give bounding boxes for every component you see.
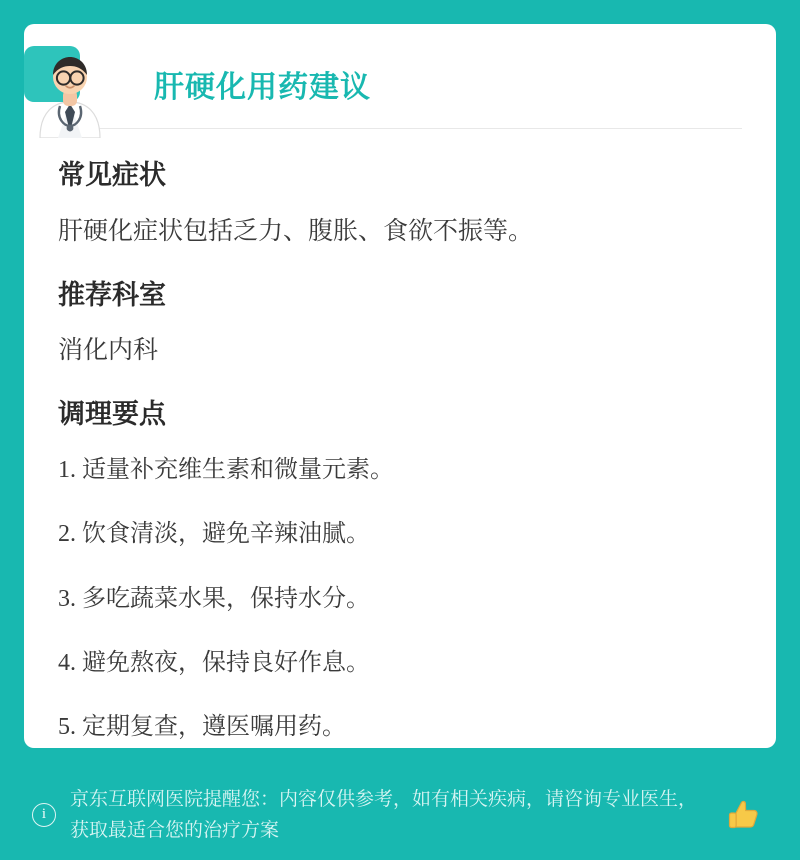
list-item-number: 1. <box>58 456 76 483</box>
list-item-label: 多吃蔬菜水果，保持水分。 <box>82 584 370 612</box>
list-item <box>58 647 742 679</box>
list-item-number: 3. <box>58 585 76 612</box>
list-item <box>58 583 742 615</box>
list-item-number: 5. <box>58 714 76 741</box>
list-item-number: 2. <box>58 521 76 548</box>
section-heading-care-tips: 调理要点 <box>58 399 166 429</box>
care-tips-list <box>58 454 742 744</box>
list-item <box>58 454 742 486</box>
page-title: 肝硬化用药建议 <box>154 71 371 104</box>
list-item-number: 4. <box>58 649 76 676</box>
section-text-department: 消化内科 <box>58 336 159 365</box>
list-item-label: 适量补充维生素和微量元素。 <box>82 455 394 483</box>
advice-card <box>24 24 776 748</box>
section-heading-department: 推荐科室 <box>58 279 166 310</box>
list-item-label: 定期复查，遵医嘱用药。 <box>82 713 346 741</box>
list-item-label: 饮食清淡，避免辛辣油腻。 <box>82 520 370 548</box>
doctor-avatar-icon <box>24 46 116 138</box>
title-divider <box>58 128 742 129</box>
section-heading-symptoms: 常见症状 <box>58 160 166 190</box>
section-text-symptoms: 肝硬化症状包括乏力、腹胀、食欲不振等。 <box>58 216 534 245</box>
thumbs-up-icon[interactable] <box>720 795 766 835</box>
list-item-label: 避免熬夜，保持良好作息。 <box>82 648 370 676</box>
list-item <box>58 711 742 743</box>
list-item <box>58 518 742 550</box>
disclaimer-text: 京东互联网医院提醒您：内容仅供参考，如有相关疾病，请咨询专业医生，获取最适合您的治疗方案 <box>70 788 698 841</box>
info-circle-icon: i <box>32 803 56 827</box>
footer <box>24 770 776 860</box>
